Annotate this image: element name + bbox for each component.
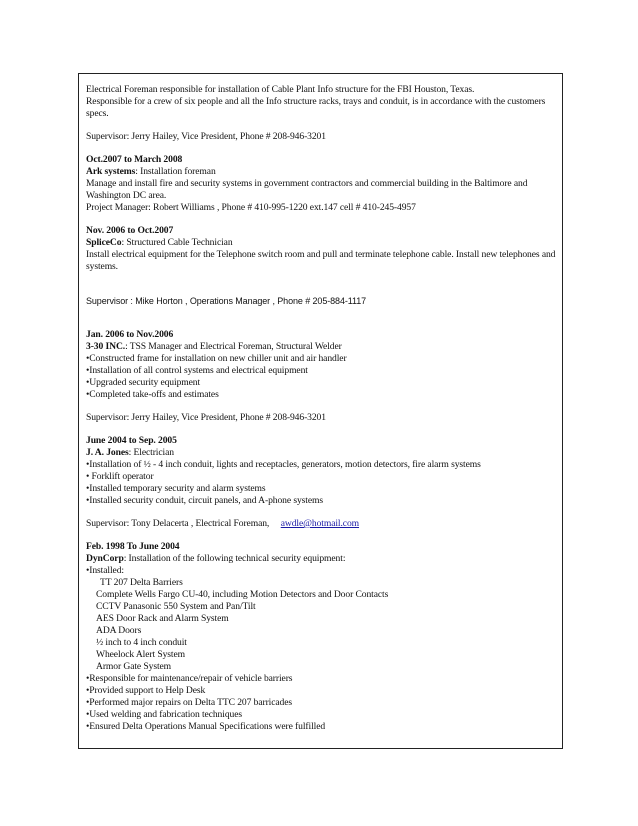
list-item: •Used welding and fabrication techniques xyxy=(86,709,243,720)
ark-title: : Installation foreman xyxy=(135,166,216,177)
ark-dates: Oct.2007 to March 2008 xyxy=(86,154,183,165)
jones-company: J. A. Jones xyxy=(86,447,129,458)
list-item: ADA Doors xyxy=(96,625,142,636)
splice-company: SpliceCo xyxy=(86,237,122,248)
list-item: •Performed major repairs on Delta TTC 207 barricades xyxy=(86,697,293,708)
ark-description: Manage and install fire and security systems in government contractors and commercial building in the Baltimore and Washington DC area. xyxy=(86,178,528,201)
list-item: Armor Gate System xyxy=(96,661,172,672)
splice-heading xyxy=(86,237,556,249)
resume-content xyxy=(86,84,556,733)
inc330-heading xyxy=(86,341,556,353)
list-item: CCTV Panasonic 550 System and Pan/Tilt xyxy=(96,601,256,612)
list-item: •Responsible for maintenance/repair of vehicle barriers xyxy=(86,673,293,684)
list-item: TT 207 Delta Barriers xyxy=(100,577,183,588)
intro-supervisor: Supervisor: Jerry Hailey, Vice President, Phone # 208-946-3201 xyxy=(86,131,326,142)
splice-description: Install electrical equipment for the Telephone switch room and pull and terminate telephone cable. Install new telephones and systems. xyxy=(86,249,556,272)
list-item: Wheelock Alert System xyxy=(96,649,186,660)
ark-company: Ark systems xyxy=(86,166,136,177)
inc330-supervisor: Supervisor: Jerry Hailey, Vice President, Phone # 208-946-3201 xyxy=(86,412,326,423)
list-item: •Provided support to Help Desk xyxy=(86,685,206,696)
list-item: AES Door Rack and Alarm System xyxy=(96,613,229,624)
inc330-title: : TSS Manager and Electrical Foreman, Structural Welder xyxy=(125,341,342,352)
ark-heading xyxy=(86,166,556,178)
dyncorp-title: : Installation of the following technical security equipment: xyxy=(123,553,346,564)
jones-dates: June 2004 to Sep. 2005 xyxy=(86,435,177,446)
list-item: • Forklift operator xyxy=(86,471,154,482)
dyncorp-installed-label: •Installed: xyxy=(86,565,124,576)
splice-dates: Nov. 2006 to Oct.2007 xyxy=(86,225,174,236)
intro-line-2: Responsible for a crew of six people and all the Info structure racks, trays and conduit, is in accordance with the customers specs. xyxy=(86,96,546,119)
jones-heading xyxy=(86,447,556,459)
list-item: •Installation of ½ - 4 inch conduit, lights and receptacles, generators, motion detectors, fire alarm systems xyxy=(86,459,481,470)
jones-title: : Electrician xyxy=(128,447,174,458)
intro-line-1: Electrical Foreman responsible for installation of Cable Plant Info structure for the FBI Houston, Texas. xyxy=(86,84,475,95)
inc330-dates: Jan. 2006 to Nov.2006 xyxy=(86,329,174,340)
list-item: •Installed security conduit, circuit panels, and A-phone systems xyxy=(86,495,324,506)
jones-supervisor: Supervisor: Tony Delacerta , Electrical Foreman, xyxy=(86,518,270,529)
list-item: •Ensured Delta Operations Manual Specifications were fulfilled xyxy=(86,721,326,732)
list-item: ½ inch to 4 inch conduit xyxy=(96,637,187,648)
list-item: Complete Wells Fargo CU-40, including Motion Detectors and Door Contacts xyxy=(96,589,389,600)
list-item: •Upgraded security equipment xyxy=(86,377,201,388)
list-item: •Installed temporary security and alarm systems xyxy=(86,483,266,494)
jones-supervisor-line xyxy=(86,518,556,530)
dyncorp-heading xyxy=(86,553,556,565)
dyncorp-dates: Feb. 1998 To June 2004 xyxy=(86,541,180,552)
list-item: •Constructed frame for installation on new chiller unit and air handler xyxy=(86,353,347,364)
email-link[interactable]: awdle@hotmail.com xyxy=(280,518,360,529)
dyncorp-company: DynCorp xyxy=(86,553,124,564)
resume-page xyxy=(78,73,563,749)
inc330-company: 3-30 INC. xyxy=(86,341,126,352)
splice-title: : Structured Cable Technician xyxy=(121,237,233,248)
ark-manager: Project Manager: Robert Williams , Phone # 410-995-1220 ext.147 cell # 410-245-4957 xyxy=(86,202,416,213)
splice-supervisor: Supervisor : Mike Horton , Operations Manager , Phone # 205-884-1117 xyxy=(86,296,367,306)
list-item: •Completed take-offs and estimates xyxy=(86,389,219,400)
list-item: •Installation of all control systems and electrical equipment xyxy=(86,365,308,376)
